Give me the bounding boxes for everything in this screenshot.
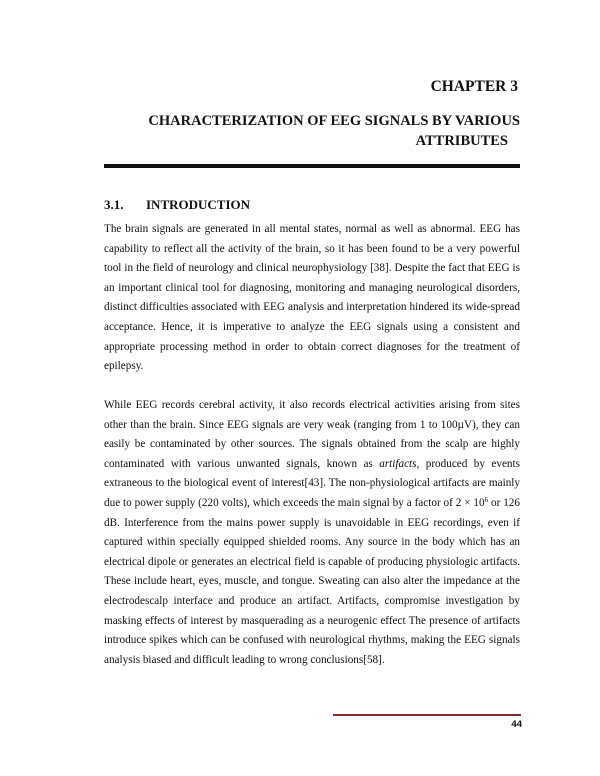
footer-rule (333, 714, 521, 716)
chapter-title (100, 111, 520, 151)
chapter-title-line-2: ATTRIBUTES (415, 133, 508, 149)
paragraph-2-superscript: 6 (484, 495, 489, 504)
paragraph-2-italic-term: artifacts (379, 457, 417, 470)
section-title: INTRODUCTION (146, 197, 251, 212)
page-number: 44 (511, 719, 522, 730)
paragraph-2 (104, 396, 520, 670)
section-number: 3.1. (104, 197, 124, 212)
paragraph-1: The brain signals are generated in all mental states, normal as well as abnormal. EEG has capability to reflect all the activity of the brain, so it has been found to be a very powerful tool in the field of neurology and clinical neurophysiology [38]. Despite the fact that EEG is an important clinical tool for diagnosing, monitoring and managing neurological disorders, distinct difficulties associated with EEG analysis and interpretation hindered its wide-spread acceptance. Hence, it is imperative to analyze the EEG signals using a consistent and appropriate processing method in order to obtain correct diagnoses for the treatment of epilepsy. (104, 223, 520, 373)
chapter-label: CHAPTER 3 (430, 78, 518, 95)
paragraph-2-part-3: or 126 dB. Interference from the mains power supply is unavoidable in EEG recordings, even if captured within specially equipped shielded rooms. Any source in the body which has an electrical dipole or generates an electrical field is capable of producing physiologic artifacts. These include heart, eyes, muscle, and tongue. Sweating can also alter the impedance at the electrodescalp interface and produce an artifact. Artifacts, compromise investigation by masking effects of interest by masquerading as a neurogenic effect The presence of artifacts introduce spikes which can be confused with neurological rhythms, making the EEG signals analysis biased and difficult leading to wrong conclusions[58]. (104, 496, 520, 666)
chapter-title-line-1: CHARACTERIZATION OF EEG SIGNALS BY VARIOUS (148, 113, 520, 129)
section-heading (104, 197, 250, 213)
paragraph-2-part-1: While EEG records cerebral activity, it also records electrical activities arising from sites other than the brain. Since EEG signals are very weak (ranging from 1 to 100µV), they can easily be contaminated by other sources. The signals obtained from the scalp are highly contaminated with various unwanted signals, known as (104, 399, 520, 470)
paragraph-2-part-2: , produced by events extraneous to the biological event of interest[43]. The non-physiological artifacts are mainly due to power supply (220 volts), which exceeds the main signal by a factor of 2 × 10 (104, 457, 520, 509)
title-rule (104, 164, 520, 168)
